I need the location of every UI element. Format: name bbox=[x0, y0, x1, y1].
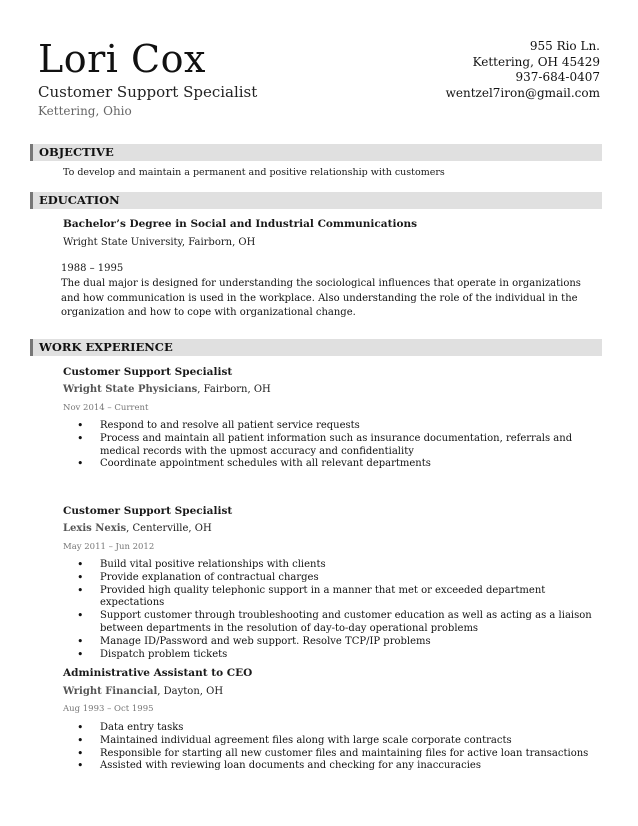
candidate-location: Kettering, Ohio bbox=[38, 104, 132, 118]
list-item: • Respond to and resolve all patient service requests bbox=[63, 420, 603, 433]
section-heading: WORK EXPERIENCE bbox=[39, 340, 173, 354]
list-item: • Support customer through troubleshooting and customer education as well as acting as a liaison between departments in the resolution of day-to-day operational problems bbox=[63, 610, 603, 636]
education-description: The dual major is designed for understanding the sociological influences that operate in organizations and how communication is used in the workplace. Also understanding the role of the individual in the organization and how to cope with organizational change. bbox=[61, 278, 581, 318]
candidate-title: Customer Support Specialist bbox=[38, 83, 258, 101]
list-item: • Assisted with reviewing loan documents and checking for any inaccuracies bbox=[63, 760, 603, 773]
job-dates: Nov 2014 – Current bbox=[63, 403, 149, 413]
job-dates: May 2011 – Jun 2012 bbox=[63, 542, 155, 552]
job-employer bbox=[63, 523, 212, 534]
contact-city: Kettering, OH 45429 bbox=[472, 54, 600, 69]
list-item: • Coordinate appointment schedules with all relevant departments bbox=[63, 458, 603, 471]
job-bullet-list bbox=[63, 420, 603, 471]
candidate-name: Lori Cox bbox=[38, 37, 206, 81]
list-item: • Process and maintain all patient information such as insurance documentation, referrals and medical records with the upmost accuracy and confidentiality bbox=[63, 433, 603, 459]
section-education bbox=[30, 192, 602, 209]
job-bullet-list bbox=[63, 559, 603, 661]
objective-text: To develop and maintain a permanent and positive relationship with customers bbox=[63, 167, 445, 178]
contact-block bbox=[446, 39, 600, 101]
company-place: , Fairborn, OH bbox=[197, 384, 271, 395]
section-objective bbox=[30, 144, 602, 161]
degree-title: Bachelor’s Degree in Social and Industrial Communications bbox=[63, 218, 417, 230]
company-place: , Dayton, OH bbox=[157, 686, 224, 697]
list-item: • Maintained individual agreement files along with large scale corporate contracts bbox=[63, 735, 603, 748]
section-work-experience bbox=[30, 339, 602, 356]
list-item: • Manage ID/Password and web support. Resolve TCP/IP problems bbox=[63, 636, 603, 649]
contact-email[interactable]: wentzel7iron@gmail.com bbox=[445, 85, 600, 100]
list-item: • Responsible for starting all new customer files and maintaining files for active loan transactions bbox=[63, 748, 603, 761]
list-item: • Provided high quality telephonic support in a manner that met or exceeded department expectations bbox=[63, 585, 603, 611]
job-bullet-list bbox=[63, 722, 603, 773]
job-employer bbox=[63, 686, 223, 697]
section-heading: EDUCATION bbox=[39, 193, 120, 207]
company-name: Lexis Nexis bbox=[63, 523, 127, 534]
section-heading: OBJECTIVE bbox=[39, 145, 114, 159]
job-dates: Aug 1993 – Oct 1995 bbox=[63, 704, 154, 714]
job-title: Customer Support Specialist bbox=[63, 366, 233, 378]
school-name: Wright State University, Fairborn, OH bbox=[63, 237, 256, 248]
company-place: , Centerville, OH bbox=[126, 523, 212, 534]
list-item: • Build vital positive relationships with clients bbox=[63, 559, 603, 572]
company-name: Wright Financial bbox=[63, 686, 158, 697]
company-name: Wright State Physicians bbox=[63, 384, 198, 395]
job-employer bbox=[63, 384, 271, 395]
job-title: Customer Support Specialist bbox=[63, 505, 233, 517]
contact-address: 955 Rio Ln. bbox=[529, 39, 600, 53]
list-item: • Provide explanation of contractual charges bbox=[63, 572, 603, 585]
job-title: Administrative Assistant to CEO bbox=[63, 667, 253, 679]
list-item: • Data entry tasks bbox=[63, 722, 603, 735]
education-years: 1988 – 1995 bbox=[61, 263, 124, 274]
contact-phone: 937-684-0407 bbox=[515, 70, 600, 84]
list-item: • Dispatch problem tickets bbox=[63, 649, 603, 662]
